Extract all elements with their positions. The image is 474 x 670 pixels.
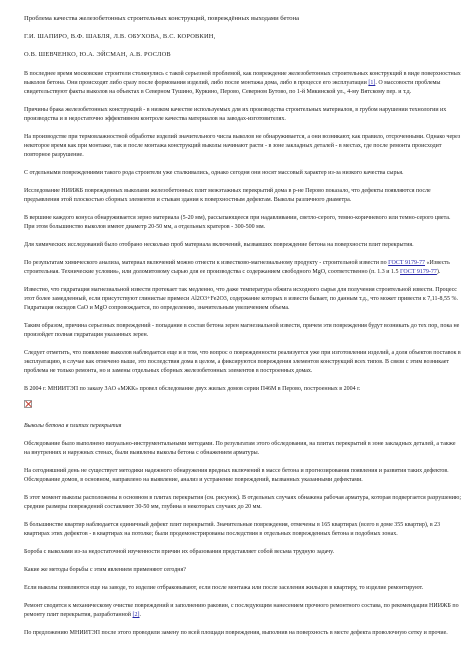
paragraph-text: «Известь строительная. Технические условия», или доломитовому сырью для ее производства с содержанием свободного MgO, соответственно (п. 1.3 и 1.5 xyxy=(24,260,450,275)
paragraph-text: Ремонт сводится к механическому очистке повреждений и заполнению раковин, с последующим нанесением прочного ремонтного состава, по рекомендации НИИЖБ по ремонту плит перекрытия, разработанной xyxy=(24,603,459,618)
reference-link-2[interactable]: [2] xyxy=(132,612,140,618)
gost-link-1[interactable]: ГОСТ 9179-77 xyxy=(388,260,426,266)
gost-link-2[interactable]: ГОСТ 9179-77 xyxy=(400,269,437,275)
paragraph-analysis xyxy=(24,259,462,277)
paragraph-text: В последнее время московские строители столкнулись с такой серьезной проблемой, как повреждение железобетонных строительных конструкций в виде поверхностных выколов бетона. Они происходят либо сразу после формования изделий, либо после монтажа дома, либо в процессе его эксплуатации xyxy=(24,71,461,86)
reference-link-1[interactable]: [1] xyxy=(368,80,376,86)
paragraph-text: . О массовости проблемы свидетельствуют факты выколов на объектах в Северном Тушино, Куркино, Перово, Северном Бутово, по 1-й Мякинской ул., 4-му Вятскому пер. и т.д. xyxy=(24,80,441,95)
paragraph-research: Исследование НИИЖБ поврежденных выколами железобетонных плит межэтажных перекрытий дома в р-не Перово показало, что дефекты появляются после предъявления этой плоскостью сборных элементов и стыкам здания к поверхностным дефектам. Выколы различного диаметра. xyxy=(24,188,431,203)
paragraph-inspection: Обследование было выполнено визуально-инструментальными методами. По результатам этого обследования, на плитах перекрытий в зоне закладных деталей, а также на внутренних и наружных стенах, были выявлены выколы бетона с обнажением арматуры. xyxy=(24,441,456,456)
paragraph-survey: В 2004 г. МНИИТЭП по заказу ЗАО «МЖК» провел обследование двух жилых домов серии П46М в Перово, построенных в 2004 г. xyxy=(24,386,361,392)
paragraph-proposal: По предложению МНИИТЭП после этого проводили замену по всей площади повреждения, выполнив на поверхность в месте дефекта проволочную сетку и прочие. xyxy=(24,630,448,636)
authors-line-2: О.В. ШЕВЧЕНКО, Ю.А. ЭЙСМАН, А.В. РОСЛОВ xyxy=(24,51,171,58)
paragraph-text: ). xyxy=(436,269,441,275)
paragraph-conclusion: Таким образом, причина серьезных повреждений - попадание в состав бетона зерен магнезиальной извести, причем эти повреждения будут возникать до тех пор, пока не произойдет полная гидратация указанных зерен. xyxy=(24,323,460,338)
paragraph-repair xyxy=(24,602,462,620)
paragraph-difficulty: Бороба с выколами из-за недостаточной изученности причин их образования представляет собой весьма трудную задачу. xyxy=(24,549,335,555)
paragraph-location: В этот момент выколы расположены в основном в плитах перекрытия (см. рисунок). В отдельных случаях обнажена рабочая арматура, которая подвергается разрушению; средние размеры повреждений составляют 30-50 мм, глубина в некоторых случаях до 20 мм. xyxy=(24,495,462,510)
paragraph-causes: Причины брака железобетонных конструкций - в низком качестве используемых для их производства строительных материалов, в грубом нарушении технологии их производства и в недостаточно эффективном контроле качества материалов на заводах-изготовителях. xyxy=(24,107,447,122)
paragraph-replacement: Следует отметить, что появление выколов наблюдается еще и в том, что вопрос о поврежденности реализуется уже при изготовлении изделий, а доля объектов поставок в эксплуатацию, в случае как отмечено выше, это последствия дома в целом, а фиксируются повреждения элементов конструкций всех типов. В связи с этим возникает проблема не только ремонта, но и замены отдельных сборных железобетонных элементов в построенных домах. xyxy=(24,350,461,374)
paragraph-rejection: Если выколы появляются еще на заводе, то изделие отбраковывают, если после монтажа или после заселения жильцов в квартиру, то изделие ремонтируют. xyxy=(24,585,424,591)
paragraph-samples: Для химических исследований было отобрано несколько проб материала включений, вызвавших повреждение бетона на поверхности плит перекрытия. xyxy=(24,242,414,248)
authors-line-1: Г.И. ШАПИРО, В.Ф. ШАБЛЯ, Л.В. ОБУХОВА, В.С. КОРОВКИН, xyxy=(24,33,216,40)
document-title: Проблема качества железобетонных строительных конструкций, повреждённых выходами бетона xyxy=(24,15,300,22)
paragraph-text: . xyxy=(139,612,141,618)
paragraph-question: Какие же методы борьбы с этим явлением применяют сегодня? xyxy=(24,567,186,573)
section-heading: Выколы бетона в плитах перекрытия xyxy=(24,423,122,429)
paragraph-quality: С отдельными повреждениями такого рода строители уже сталкивались, однако сегодня они носят массовый характер из-за низкого качества сырья. xyxy=(24,170,404,176)
paragraph-production: На производстве при термовлажностной обработке изделий значительного числа выколов не обнаруживается, а они возникают, как правило, отсроченными. Однако через некоторое время как при монтаже, так и после монтажа конструкций выколы начинают расти - в зоне закладных деталей - в местах, где после ремонта происходит повторное разрушение. xyxy=(24,134,461,158)
paragraph-text: По результатам химического анализа, материал включений можно отнести к известково-магнезиальному продукту - строительной извести по xyxy=(24,260,387,266)
paragraph-apartments: В большинстве квартир наблюдается единичный дефект плит перекрытий. Значительные повреждения, отмечены в 165 квартирах (всего в доме 355 квартир), в 23 квартирах этих дефектов - в квартирах на потолке; были продемонстрированы последствия в отдельных поврежденных бетона и подобных зонах. xyxy=(24,522,441,537)
paragraph-hydration: Известно, что гидратация магнезиальной извести протекает так медленно, что даже температура обжига исходного сырья для получения строительной извести. Процесс этот более замедленный, если присутствуют глинистые примеси Al2O3+Fe2O3, содержание которых в извести бывает, по данным т.д., что может привести к 7,11-8,55 %. Гидратация оксидов CaO и MgO сопровождается, по определению, значительным увеличением объема. xyxy=(24,287,459,311)
paragraph-methods: На сегодняшний день не существует методики надежного обнаружения вредных включений в массе бетона и прогнозирования появления и развития таких дефектов. Обследование домов, в основном, направлено на выявление, анализ и устранение повреждений, вызванных указанными дефектами. xyxy=(24,468,449,483)
broken-image-icon xyxy=(24,400,32,408)
paragraph-intro xyxy=(24,70,462,97)
paragraph-cone: В вершине каждого конуса обнаруживается зерно материала (5-20 мм), рассыпающееся при надавливании, светло-серого, темно-коричневого или темно-серого цвета. При этом большинство выколов имеют диаметр 20-50 мм, а отдельных кратеров - 300-500 мм. xyxy=(24,215,451,230)
